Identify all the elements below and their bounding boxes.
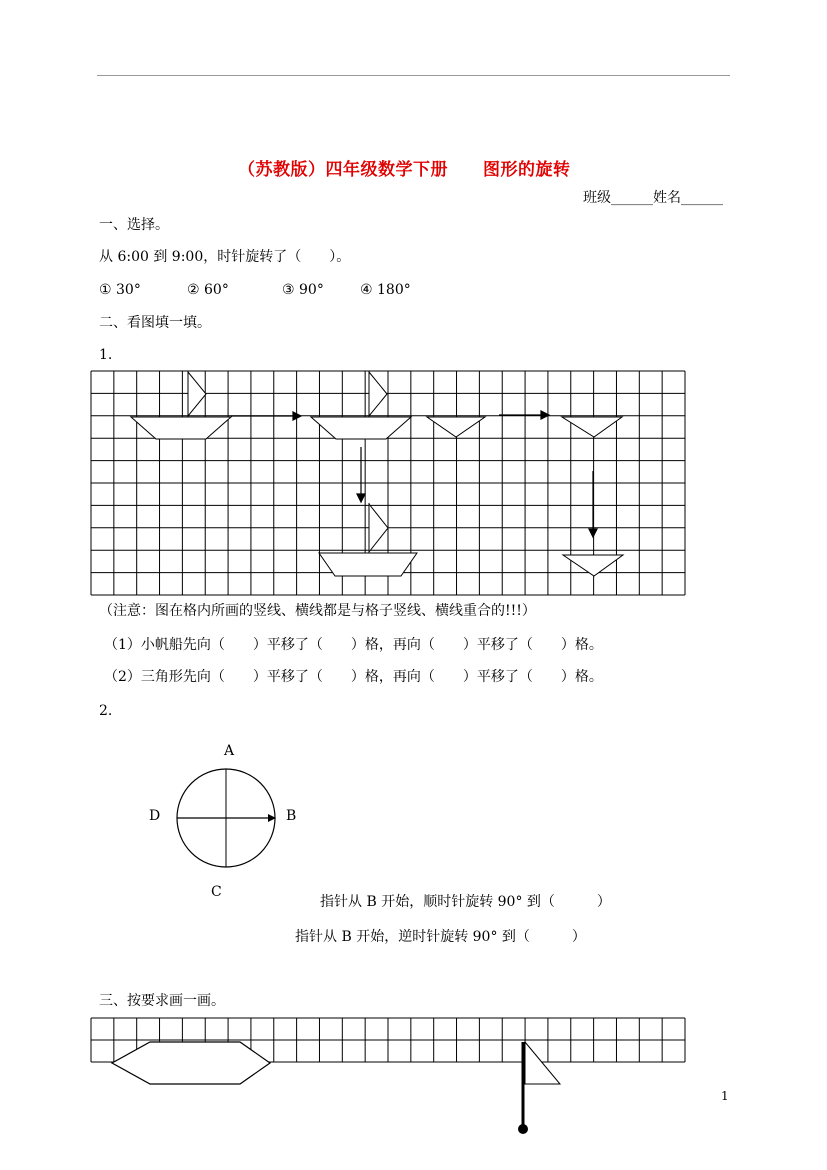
question-1-part-2: （2）三角形先向（ ）平移了（ ）格，再向（ ）平移了（ ）格。 [104,669,603,685]
drawing-shapes [108,1040,568,1135]
option-1: ① 30° [99,282,141,298]
boat-sail-original [188,372,206,416]
label-a: A [224,743,235,759]
rotation-dial [176,767,276,869]
section3-heading: 三、按要求画一画。 [99,993,225,1009]
flag-triangle [525,1042,560,1084]
option-2: ② 60° [187,282,229,298]
section1-heading: 一、选择。 [99,217,169,233]
question-2-counterclockwise: 指针从 B 开始，逆时针旋转 90° 到（ ） [295,929,586,945]
page-title: （苏教版）四年级数学下册 图形的旋转 [238,160,571,180]
boat-original [131,371,231,439]
boat-sail-right [369,372,387,416]
translation-arrows [231,411,597,537]
boat-moved-right [311,371,411,439]
arrow-head-3 [357,494,365,502]
boat-hull-original [131,417,231,439]
header-rule [97,75,730,76]
option-3: ③ 90° [282,282,324,298]
grid-note: （注意：图在格内所画的竖线、横线都是与格子竖线、横线重合的!!!） [99,603,536,619]
boat-sail-down [369,504,388,552]
option-4: ④ 180° [360,282,411,298]
section2-heading: 二、看图填一填。 [99,315,211,331]
translation-grid [91,371,686,596]
hexagon-shape [112,1042,270,1084]
triangle-original [427,417,485,437]
question-1-part-1: （1）小帆船先向（ ）平移了（ ）格，再向（ ）平移了（ ）格。 [104,637,603,653]
label-d: D [149,808,161,824]
section1-question: 从 6:00 到 9:00，时针旋转了（ ）。 [99,249,351,265]
question-2-clockwise: 指针从 B 开始，顺时针旋转 90° 到（ ） [320,894,611,910]
boat-hull-down [319,553,417,576]
arrow-head-4 [589,529,597,537]
question-2-number: 2. [99,703,113,719]
boat-hull-right [311,417,411,439]
page-number: 1 [721,1089,729,1103]
label-c: C [211,884,222,900]
boat-moved-down [319,503,417,576]
label-b: B [286,808,297,824]
flag-pole-base-dot [518,1124,528,1134]
student-info-line: 班级______姓名______ [583,190,723,206]
question-1-number: 1. [99,347,113,363]
